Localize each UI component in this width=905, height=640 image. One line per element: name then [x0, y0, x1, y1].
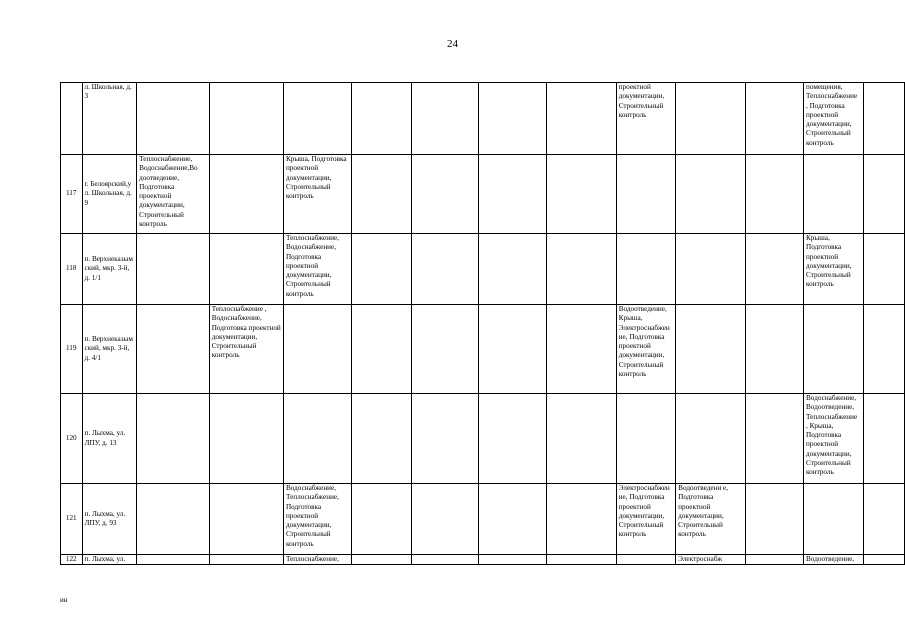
- table-cell: [804, 305, 863, 394]
- row-number: [61, 83, 83, 155]
- table-row: [61, 394, 905, 484]
- table-cell: [804, 484, 863, 555]
- table-cell: [546, 394, 616, 484]
- table-row: [61, 155, 905, 234]
- work-types-cell: Водоотведение,: [804, 555, 863, 565]
- table-cell: [352, 555, 412, 565]
- row-number: 120: [61, 394, 83, 484]
- table-row: [61, 484, 905, 555]
- table-cell: [479, 155, 546, 234]
- work-types-cell: Теплоснабжение , Водоснабжение, Подготовка проектной документации, Строительный контроль: [209, 305, 283, 394]
- work-types-cell: Теплоснабжение, Водоснабжение,Во доотведение, Подготовка проектной документации, Строительный контроль: [137, 155, 210, 234]
- table-cell: [546, 555, 616, 565]
- address-cell: п. Лыхма, ул. ЛПУ, д. 93: [82, 484, 137, 555]
- row-number: 122: [61, 555, 83, 565]
- table-cell: [479, 234, 546, 305]
- table-cell: [863, 394, 905, 484]
- work-types-cell: Электроснабж: [676, 555, 746, 565]
- table-cell: [746, 234, 804, 305]
- table-cell: [746, 155, 804, 234]
- work-types-cell: Теплоснабжение,: [283, 555, 351, 565]
- table-cell: [352, 155, 412, 234]
- address-cell: п. Верхнеказым ский, мкр. 3-й, д. 1/1: [82, 234, 137, 305]
- table-cell: [479, 484, 546, 555]
- row-number: 121: [61, 484, 83, 555]
- table-cell: [479, 555, 546, 565]
- row-number: 118: [61, 234, 83, 305]
- row-number: 119: [61, 305, 83, 394]
- table-row: [61, 305, 905, 394]
- repair-schedule-table: [60, 82, 905, 565]
- table-cell: [411, 234, 478, 305]
- work-types-cell: Электроснабжен ие, Подготовка проектной документации, Строительный контроль: [616, 484, 675, 555]
- table-cell: [746, 555, 804, 565]
- table-cell: [616, 555, 675, 565]
- address-cell: л. Школьная, д. 3: [82, 83, 137, 155]
- table-cell: [352, 234, 412, 305]
- table-cell: [411, 155, 478, 234]
- work-types-cell: Теплоснабжение, Водоснабжение, Подготовка проектной документации, Строительный контроль: [283, 234, 351, 305]
- table-cell: [209, 555, 283, 565]
- table-cell: [546, 234, 616, 305]
- address-cell: п. Верхнеказым ский, мкр. 3-й, д. 4/1: [82, 305, 137, 394]
- table-cell: [352, 394, 412, 484]
- table-cell: [137, 234, 210, 305]
- table-cell: [137, 394, 210, 484]
- address-cell: п. Лыхма, ул.: [82, 555, 137, 565]
- table-cell: [479, 305, 546, 394]
- table-row: [61, 555, 905, 565]
- table-cell: [746, 83, 804, 155]
- table-cell: [411, 83, 478, 155]
- table-cell: [209, 484, 283, 555]
- table-cell: [137, 555, 210, 565]
- table-cell: [746, 305, 804, 394]
- table-cell: [616, 155, 675, 234]
- table-cell: [209, 234, 283, 305]
- table-cell: [352, 484, 412, 555]
- table-cell: [546, 155, 616, 234]
- table-cell: [863, 234, 905, 305]
- table-cell: [411, 305, 478, 394]
- table-cell: [863, 155, 905, 234]
- table-cell: [546, 305, 616, 394]
- table-cell: [746, 484, 804, 555]
- table-cell: [616, 394, 675, 484]
- row-number: 117: [61, 155, 83, 234]
- work-types-cell: Крыша, Подготовка проектной документации, Строительный контроль: [283, 155, 351, 234]
- table-cell: [863, 83, 905, 155]
- table-cell: [546, 83, 616, 155]
- work-types-cell: Водоснабжение, Теплоснабжение, Подготовка проектной документации, Строительный контроль: [283, 484, 351, 555]
- table-cell: [616, 234, 675, 305]
- work-types-cell: Водоотведени е, Подготовка проектной документации, Строительный контроль: [676, 484, 746, 555]
- table-cell: [676, 83, 746, 155]
- table-row: [61, 234, 905, 305]
- work-types-cell: помещения, Теплоснабжение , Подготовка проектной документации, Строительный контроль: [804, 83, 863, 155]
- table-cell: [863, 555, 905, 565]
- table-cell: [479, 394, 546, 484]
- table-cell: [209, 83, 283, 155]
- work-types-cell: Водоотведение, Крыша, Электроснабжен ие, Подготовка проектной документации, Строительный контроль: [616, 305, 675, 394]
- page-number: 24: [447, 38, 458, 50]
- table-cell: [283, 394, 351, 484]
- table-cell: [352, 305, 412, 394]
- footer-note: ин: [60, 596, 68, 604]
- table-cell: [411, 394, 478, 484]
- work-types-cell: Водоснабжение, Водоотведение, Теплоснабжение , Крыша, Подготовка проектной документации, Строительный контроль: [804, 394, 863, 484]
- table-cell: [546, 484, 616, 555]
- table-cell: [479, 83, 546, 155]
- table-cell: [863, 305, 905, 394]
- address-cell: п. Лыхма, ул. ЛПУ, д. 13: [82, 394, 137, 484]
- table-cell: [676, 234, 746, 305]
- table-cell: [209, 155, 283, 234]
- work-types-cell: проектной документации, Строительный контроль: [616, 83, 675, 155]
- table-cell: [283, 305, 351, 394]
- table-cell: [676, 155, 746, 234]
- address-cell: г. Белоярский,у л. Школьная, д. 9: [82, 155, 137, 234]
- work-types-cell: Крыша, Подготовка проектной документации, Строительный контроль: [804, 234, 863, 305]
- table-cell: [283, 83, 351, 155]
- table-cell: [352, 83, 412, 155]
- table-cell: [137, 305, 210, 394]
- table-cell: [137, 484, 210, 555]
- table-cell: [411, 555, 478, 565]
- table-cell: [676, 394, 746, 484]
- table-cell: [863, 484, 905, 555]
- table-cell: [209, 394, 283, 484]
- table-cell: [804, 155, 863, 234]
- table-cell: [411, 484, 478, 555]
- table-row: [61, 83, 905, 155]
- table-cell: [746, 394, 804, 484]
- table-cell: [676, 305, 746, 394]
- table-cell: [137, 83, 210, 155]
